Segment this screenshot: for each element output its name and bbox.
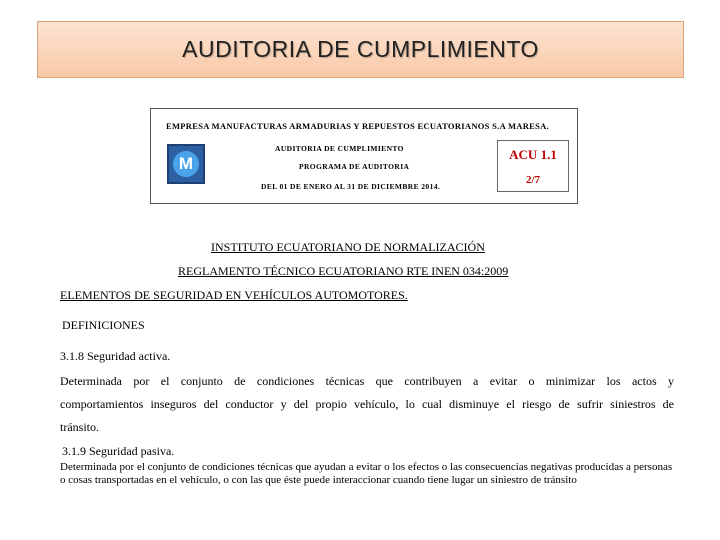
header-audit-type: AUDITORIA DE CUMPLIMIENTO <box>275 144 404 153</box>
active-safety-line-3: tránsito. <box>60 420 99 434</box>
passive-safety-text: Determinada por el conjunto de condiciones técnicas que ayudan a evitar o los efectos o las consecuencias negativas producidas a personas o cosas transportadas en el vehículo, o con las que éste puede interaccionar cuando tiene lugar un siniestro de tránsito <box>60 461 673 486</box>
company-logo <box>167 144 205 184</box>
passive-safety-title: 3.1.9 Seguridad pasiva. <box>62 444 175 458</box>
page-title: AUDITORIA DE CUMPLIMIENTO <box>182 36 539 62</box>
elements-heading: ELEMENTOS DE SEGURIDAD EN VEHÍCULOS AUTOMOTORES. <box>60 288 408 302</box>
header-program: PROGRAMA DE AUDITORIA <box>299 162 410 171</box>
regulation-heading: REGLAMENTO TÉCNICO ECUATORIANO RTE INEN 034:2009 <box>178 264 509 278</box>
title-banner <box>37 21 684 78</box>
active-safety-line-1: Determinada por el conjunto de condiciones técnicas que contribuyen a evitar o minimizar los actos y <box>60 374 674 388</box>
active-safety-line-2: comportamientos inseguros del conductor y del propio vehículo, lo cual disminuye el riesgo de sufrir siniestros de <box>60 397 674 411</box>
header-period: DEL 01 DE ENERO AL 31 DE DICIEMBRE 2014. <box>261 182 441 191</box>
reference-box <box>497 140 569 192</box>
definitions-heading: DEFINICIONES <box>62 318 145 332</box>
institute-heading: INSTITUTO ECUATORIANO DE NORMALIZACIÓN <box>211 240 485 254</box>
company-name: EMPRESA MANUFACTURAS ARMADURIAS Y REPUESTOS ECUATORIANOS S.A MARESA. <box>166 121 550 131</box>
page-number: 2/7 <box>525 173 541 186</box>
audit-header-box <box>150 108 578 204</box>
active-safety-title: 3.1.8 Seguridad activa. <box>60 349 171 363</box>
reference-code: ACU 1.1 <box>509 146 557 162</box>
logo-letter: M <box>173 151 199 177</box>
